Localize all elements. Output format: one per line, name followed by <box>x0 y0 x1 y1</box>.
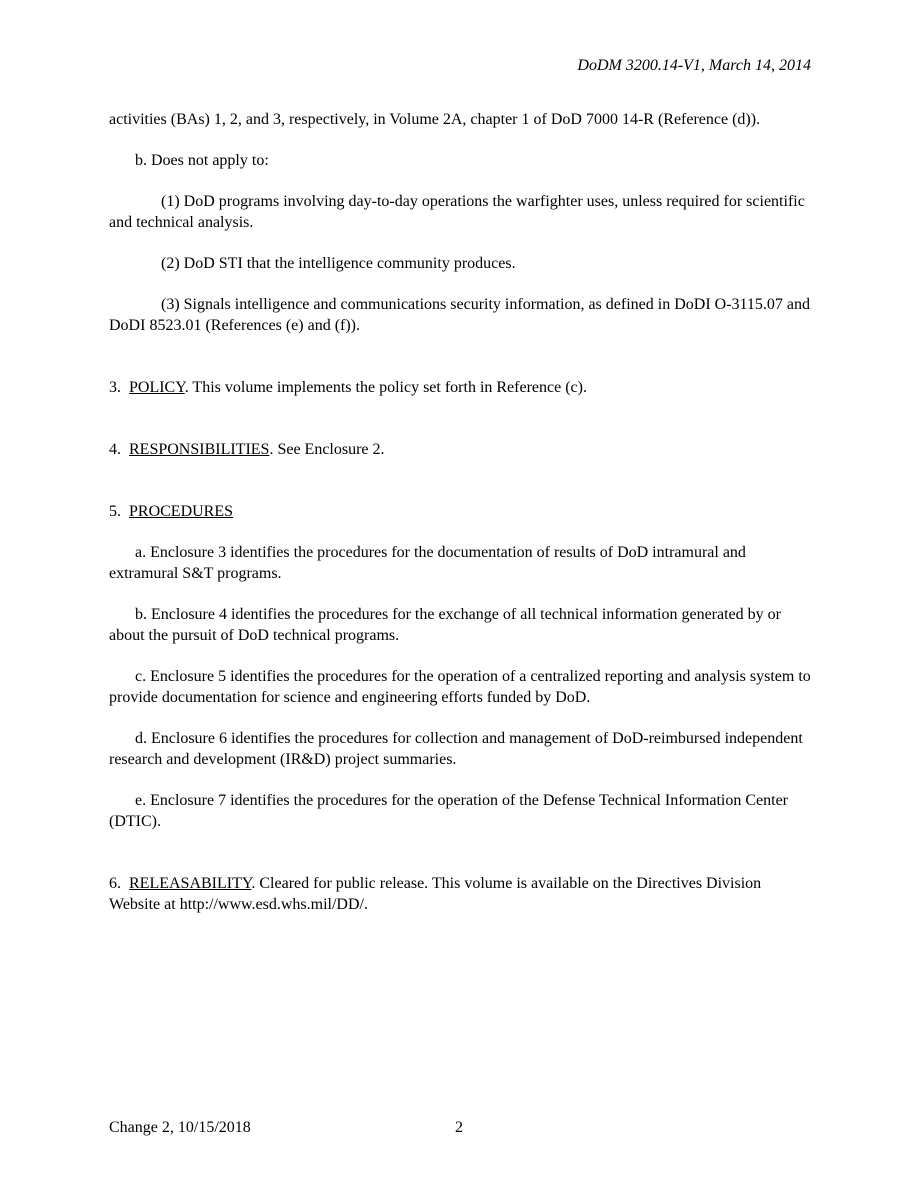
section-number: 3. <box>109 379 121 396</box>
procedure-item-b: b. Enclosure 4 identifies the procedures for the exchange of all technical information generated by or about the pursuit of DoD technical programs. <box>109 606 781 644</box>
item-b: b. Does not apply to: <box>135 152 269 169</box>
section-procedures <box>109 501 814 522</box>
continuation-paragraph: activities (BAs) 1, 2, and 3, respectively, in Volume 2A, chapter 1 of DoD 7000 14-R (Reference (d)). <box>109 111 761 128</box>
item-b2: (2) DoD STI that the intelligence community produces. <box>161 255 516 272</box>
section-text: . See Enclosure 2. <box>269 441 385 458</box>
procedure-item-a: a. Enclosure 3 identifies the procedures for the documentation of results of DoD intramural and extramural S&T programs. <box>109 544 746 582</box>
section-text: . This volume implements the policy set forth in Reference (c). <box>184 379 587 396</box>
section-number: 4. <box>109 441 121 458</box>
section-number: 6. <box>109 875 121 892</box>
document-body <box>109 109 814 935</box>
section-heading: RESPONSIBILITIES <box>129 441 270 458</box>
procedure-item-e: e. Enclosure 7 identifies the procedures for the operation of the Defense Technical Information Center (DTIC). <box>109 792 788 830</box>
page-number: 2 <box>455 1119 463 1136</box>
procedure-item-d: d. Enclosure 6 identifies the procedures for collection and management of DoD-reimbursed independent research and development (IR&D) project summaries. <box>109 730 803 768</box>
section-text: . Cleared for public release. This volume is available on the Directives Division Website at http://www.esd.whs.mil/DD/. <box>109 875 762 913</box>
section-responsibilities <box>109 439 814 460</box>
item-b3: (3) Signals intelligence and communications security information, as defined in DoDI O-3115.07 and DoDI 8523.01 (References (e) and (f)). <box>109 296 811 334</box>
item-b1: (1) DoD programs involving day-to-day operations the warfighter uses, unless required for scientific and technical analysis. <box>109 193 805 231</box>
section-releasability <box>109 873 814 915</box>
section-heading: POLICY <box>129 379 185 396</box>
change-note: Change 2, 10/15/2018 <box>109 1119 251 1136</box>
document-header: DoDM 3200.14-V1, March 14, 2014 <box>577 57 811 74</box>
section-heading: RELEASABILITY <box>129 875 252 892</box>
section-heading: PROCEDURES <box>129 503 234 520</box>
section-policy <box>109 377 814 398</box>
procedure-item-c: c. Enclosure 5 identifies the procedures for the operation of a centralized reporting and analysis system to provide documentation for science and engineering efforts funded by DoD. <box>109 668 811 706</box>
section-number: 5. <box>109 503 121 520</box>
